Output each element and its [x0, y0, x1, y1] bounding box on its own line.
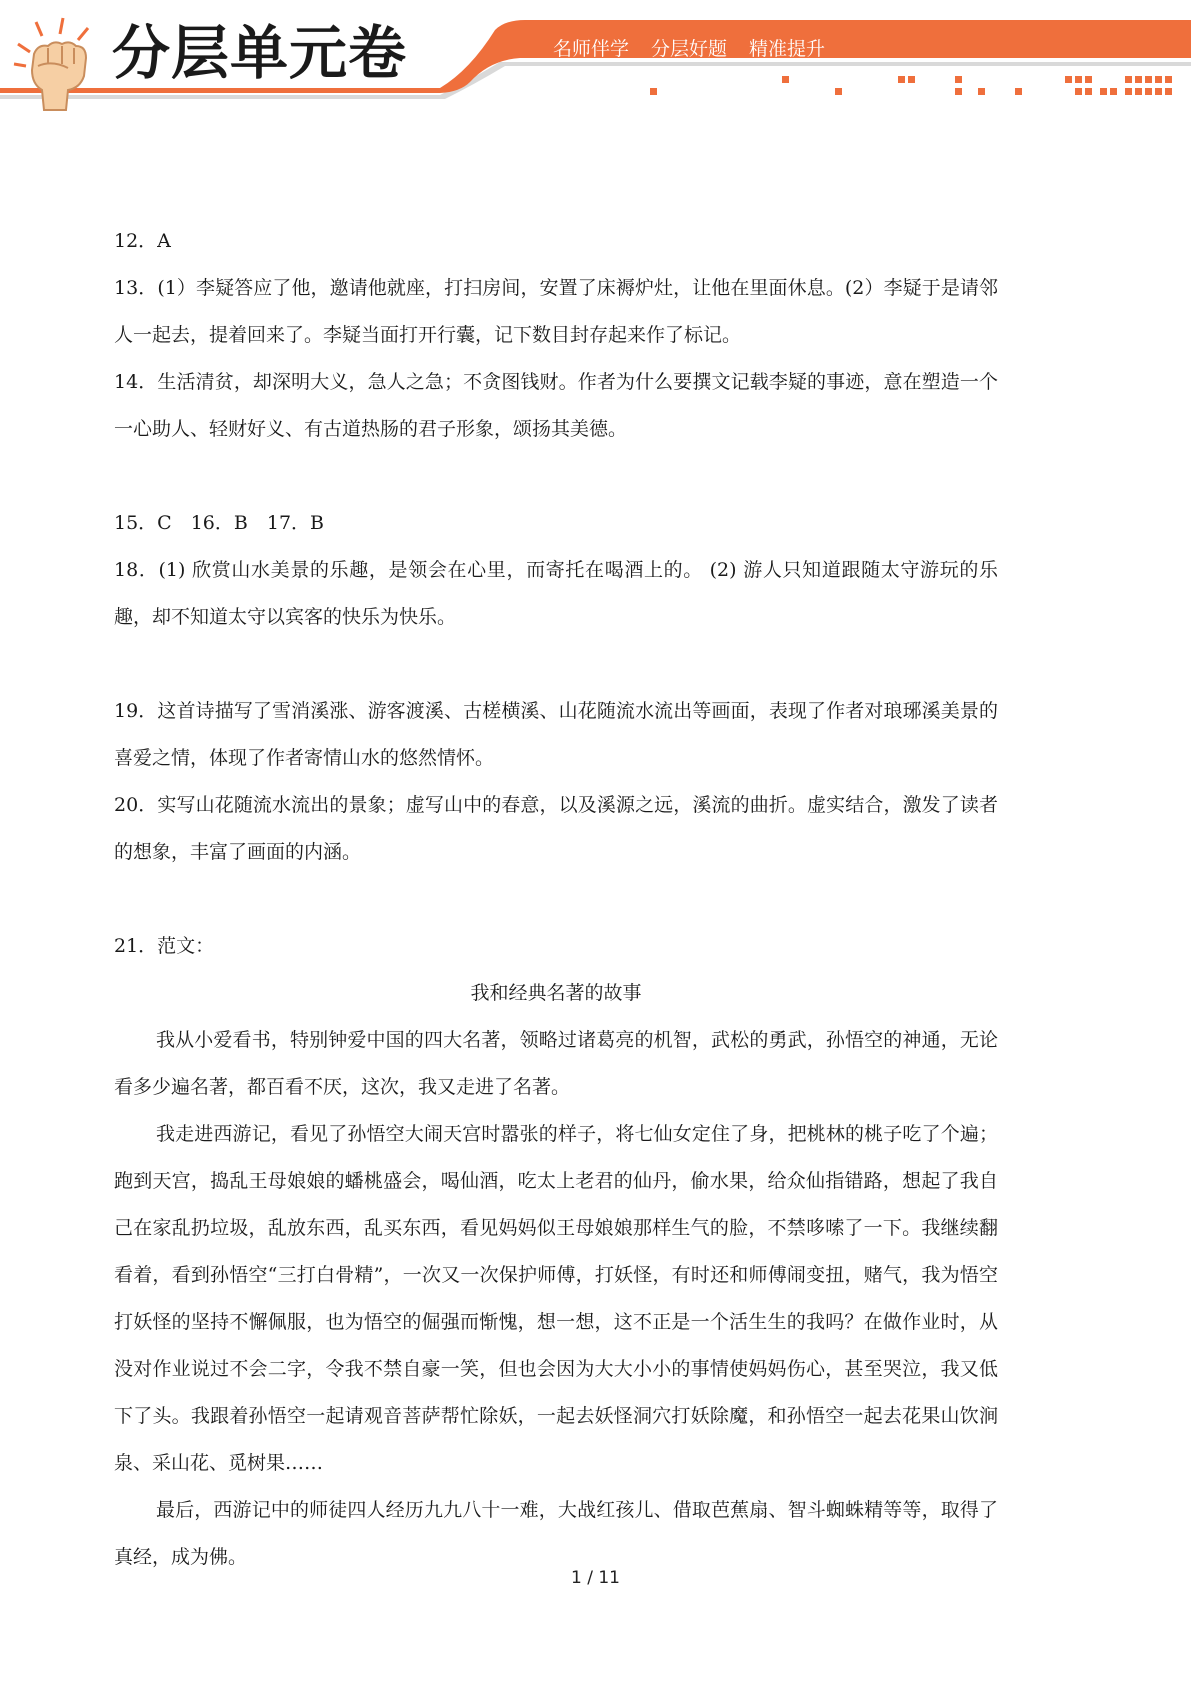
page-number: 1 / 11: [571, 1568, 620, 1588]
spacer: [114, 453, 998, 500]
essay-paragraph: 我从小爱看书，特别钟爱中国的四大名著，领略过诸葛亮的机智，武松的勇武，孙悟空的神通，无论看多少遍名著，都百看不厌，这次，我又走进了名著。: [114, 1029, 998, 1098]
answer-15-17: 15．C 16．B 17．B: [114, 512, 324, 534]
slogan-2: 分层好题: [651, 38, 728, 60]
essay-paragraph: 最后，西游记中的师徒四人经历九九八十一难，大战红孩儿、借取芭蕉扇、智斗蜘蛛精等等，取得了真经，成为佛。: [114, 1499, 998, 1568]
answer-19: 19．这首诗描写了雪消溪涨、游客渡溪、古槎横溪、山花随流水流出等画面，表现了作者对琅琊溪美景的喜爱之情，体现了作者寄情山水的悠然情怀。: [114, 700, 998, 769]
answer-12: 12．A: [114, 230, 171, 252]
essay-paragraph: 我走进西游记，看见了孙悟空大闹天宫时嚣张的样子，将七仙女定住了身，把桃林的桃子吃了个遍；跑到天宫，捣乱王母娘娘的蟠桃盛会，喝仙酒，吃太上老君的仙丹，偷水果，给众仙指错路，想起了我自己在家乱扔垃圾，乱放东西，乱买东西，看见妈妈似王母娘娘那样生气的脸，不禁哆嗦了一下。我继续翻看着，看到孙悟空“三打白骨精”，一次又一次保护师傅，打妖怪，有时还和师傅闹变扭，赌气，我为悟空打妖怪的坚持不懈佩服，也为悟空的倔强而惭愧，想一想，这不正是一个活生生的我吗？在做作业时，从没对作业说过不会二字，令我不禁自豪一笑，但也会因为大大小小的事情使妈妈伤心，甚至哭泣，我又低下了头。我跟着孙悟空一起请观音菩萨帮忙除妖，一起去妖怪洞穴打妖除魔，和孙悟空一起去花果山饮涧泉、采山花、觅树果……: [114, 1123, 998, 1474]
answer-13: 13．(1）李疑答应了他，邀请他就座，打扫房间，安置了床褥炉灶，让他在里面休息。(2）李疑于是请邻人一起去，提着回来了。李疑当面打开行囊，记下数目封存起来作了标记。: [114, 277, 998, 346]
answer-21: 21．范文：: [114, 935, 215, 957]
slogan-3: 精准提升: [749, 38, 826, 60]
spacer: [114, 641, 998, 688]
answer-18: 18．(1) 欣赏山水美景的乐趣，是领会在心里，而寄托在喝酒上的。 (2) 游人只知道跟随太守游玩的乐趣，却不知道太守以宾客的快乐为快乐。: [114, 559, 998, 628]
brand-title: 分层单元卷: [112, 19, 408, 87]
fist-icon: [8, 14, 108, 114]
answer-20: 20．实写山花随流水流出的景象；虚写山中的春意，以及溪源之远，溪流的曲折。虚实结合，激发了读者的想象，丰富了画面的内涵。: [114, 794, 998, 863]
spacer: [114, 876, 998, 923]
answer-content: [114, 218, 998, 1581]
slogan-bar: [553, 34, 825, 64]
page-header: [0, 0, 1191, 110]
essay-title: 我和经典名著的故事: [470, 982, 642, 1004]
slogan-1: 名师伴学: [553, 38, 630, 60]
answer-14: 14．生活清贫，却深明大义，急人之急；不贪图钱财。作者为什么要撰文记载李疑的事迹，意在塑造一个一心助人、轻财好义、有古道热肠的君子形象，颂扬其美德。: [114, 371, 998, 440]
